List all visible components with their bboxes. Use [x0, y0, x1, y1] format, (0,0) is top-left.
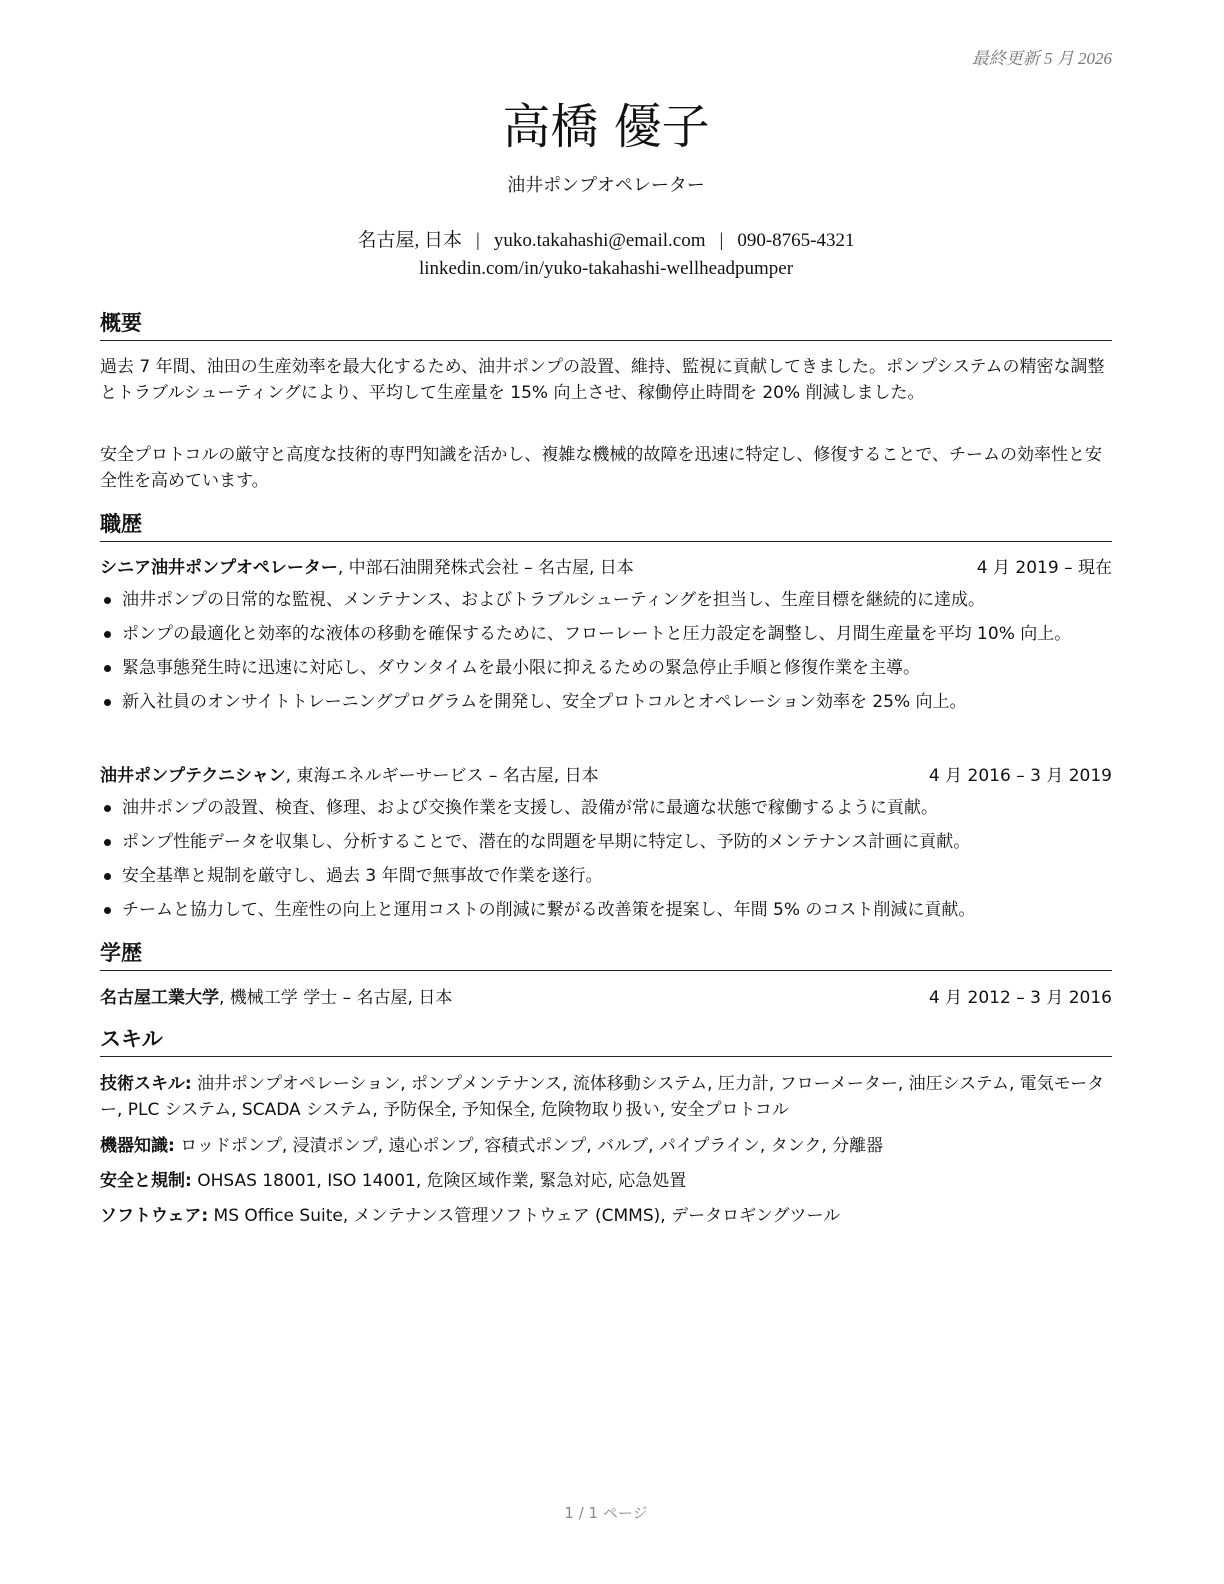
job-title: 油井ポンプオペレーター [507, 175, 705, 196]
list-item: 安全基準と規制を厳守し、過去 3 年間で無事故で作業を遂行。 [100, 863, 1112, 889]
email-link[interactable]: yuko.takahashi@email.com [493, 230, 706, 251]
school-name: 名古屋工業大学 [100, 988, 219, 1008]
skill-values: MS Office Suite, メンテナンス管理ソフトウェア (CMMS), データロギングツール [208, 1206, 841, 1226]
phone-number: 090-8765-4321 [737, 230, 855, 251]
location: 名古屋, 日本 [357, 230, 463, 251]
section-heading-experience: 職歴 [100, 509, 1112, 542]
list-item: チームと協力して、生産性の向上と運用コストの削減に繋がる改善策を提案し、年間 5% のコスト削減に貢献。 [100, 897, 1112, 923]
section-heading-skills: スキル [100, 1024, 1112, 1057]
page-indicator: 1 / 1 ページ [564, 1504, 648, 1522]
list-item: 新入社員のオンサイトトレーニングプログラムを開発し、安全プロトコルとオペレーション効率を 25% 向上。 [100, 689, 1112, 715]
skill-label: 機器知識: [100, 1136, 175, 1156]
job-company: , 中部石油開発株式会社 – 名古屋, 日本 [337, 558, 634, 578]
separator: | [719, 230, 724, 251]
education-entry [100, 985, 1112, 1011]
list-item: 緊急事態発生時に迅速に対応し、ダウンタイムを最小限に抑えるための緊急停止手順と修復作業を主導。 [100, 655, 1112, 681]
skill-values: ロッドポンプ, 浸漬ポンプ, 遠心ポンプ, 容積式ポンプ, バルブ, パイプライン, タンク, 分離器 [174, 1136, 884, 1156]
last-updated: 最終更新 5 月 2026 [971, 49, 1112, 68]
job-dates: 4 月 2016 – 3 月 2019 [928, 766, 1112, 786]
skill-values: OHSAS 18001, ISO 14001, 危険区域作業, 緊急対応, 応急処置 [191, 1171, 687, 1191]
contact-line [100, 225, 1112, 252]
job-role: 油井ポンプテクニシャン [100, 766, 286, 786]
job-dates: 4 月 2019 – 現在 [976, 558, 1112, 578]
job-header [100, 555, 1112, 581]
section-heading-summary: 概要 [100, 308, 1112, 341]
job-role: シニア油井ポンプオペレーター [100, 558, 338, 578]
linkedin-link[interactable]: linkedin.com/in/yuko-takahashi-wellheadpumper [418, 258, 794, 279]
job-company: , 東海エネルギーサービス – 名古屋, 日本 [285, 766, 599, 786]
job-bullets [100, 795, 1112, 931]
summary-paragraph: 安全プロトコルの厳守と高度な技術的専門知識を活かし、複雑な機械的故障を迅速に特定し、修復することで、チームの効率性と安全性を高めています。 [100, 445, 1102, 491]
job-header [100, 763, 1112, 789]
section-heading-education: 学歴 [100, 938, 1112, 971]
candidate-name: 高橋 優子 [502, 99, 710, 155]
skill-row-safety [100, 1168, 1112, 1194]
list-item: 油井ポンプの日常的な監視、メンテナンス、およびトラブルシューティングを担当し、生産目標を継続的に達成。 [100, 587, 1112, 613]
skill-label: 安全と規制: [100, 1171, 192, 1191]
skill-row-equipment [100, 1133, 1112, 1159]
job-bullets [100, 587, 1112, 723]
skill-row-software [100, 1203, 1112, 1229]
list-item: ポンプの最適化と効率的な液体の移動を確保するために、フローレートと圧力設定を調整し、月間生産量を平均 10% 向上。 [100, 621, 1112, 647]
education-dates: 4 月 2012 – 3 月 2016 [928, 988, 1112, 1008]
separator: | [476, 230, 480, 251]
summary-paragraph: 過去 7 年間、油田の生産効率を最大化するため、油井ポンプの設置、維持、監視に貢献してきました。ポンプシステムの精密な調整とトラブルシューティングにより、平均して生産量を 15% 向上させ、稼働停止時間を 20% 削減しました。 [100, 357, 1105, 403]
list-item: 油井ポンプの設置、検査、修理、および交換作業を支援し、設備が常に最適な状態で稼働するように貢献。 [100, 795, 1112, 821]
list-item: ポンプ性能データを収集し、分析することで、潜在的な問題を早期に特定し、予防的メンテナンス計画に貢献。 [100, 829, 1112, 855]
resume-page [100, 0, 1112, 1584]
skill-label: ソフトウェア: [100, 1206, 209, 1226]
skill-label: 技術スキル: [100, 1074, 192, 1094]
skill-values: 油井ポンプオペレーション, ポンプメンテナンス, 流体移動システム, 圧力計, フローメーター, 油圧システム, 電気モーター, PLC システム, SCADA システム, 予防保全, 予知保全, 危険物取り扱い, 安全プロトコル [100, 1074, 1105, 1120]
skill-row-technical [100, 1071, 1112, 1123]
degree-detail: , 機械工学 学士 – 名古屋, 日本 [219, 988, 453, 1008]
